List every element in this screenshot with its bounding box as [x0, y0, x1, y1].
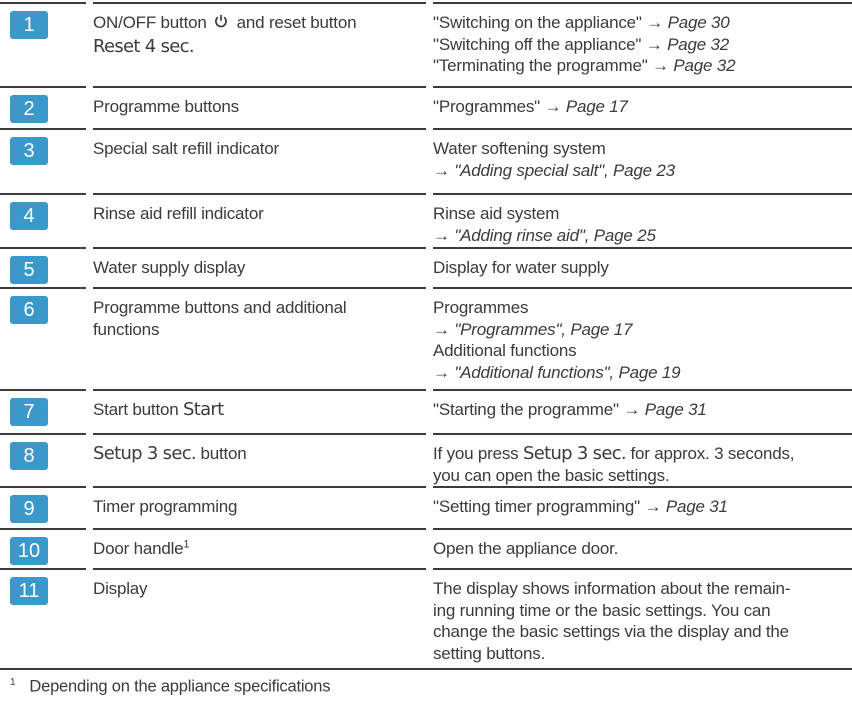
text-line [433, 600, 850, 622]
text-segment: "Additional functions", Page 19 [454, 362, 681, 382]
text-segment: Additional functions [433, 341, 577, 360]
table-row [0, 528, 852, 568]
text-segment: Display [93, 579, 148, 598]
item-number-cell [0, 528, 86, 568]
text-line [433, 96, 850, 118]
text-line [433, 643, 850, 665]
text-segment: → [433, 160, 455, 180]
text-line [433, 12, 850, 34]
text-segment: "Switching on the appliance" → [433, 13, 668, 32]
table-row [0, 86, 852, 128]
button-label-text: Setup 3 sec. [523, 443, 626, 464]
item-number-cell [0, 193, 86, 247]
reference-text [433, 528, 852, 568]
item-description [93, 568, 426, 668]
text-line [433, 34, 850, 56]
text-segment: Timer programming [93, 497, 238, 516]
text-segment: "Switching off the appliance" → [433, 34, 668, 54]
reference-text [433, 389, 852, 433]
item-description [93, 486, 426, 528]
manual-key-table [0, 2, 852, 668]
footnote-text: Depending on the appliance specifications [29, 677, 331, 696]
button-label-text: Setup 3 sec. [93, 443, 196, 464]
reference-text [433, 287, 852, 389]
text-line [433, 538, 850, 560]
item-number-badge: 6 [10, 296, 48, 324]
item-number-cell [0, 389, 86, 433]
item-description [93, 528, 426, 568]
text-line [93, 538, 426, 560]
text-line [93, 96, 426, 118]
text-line [433, 203, 850, 225]
text-segment: "Starting the programme" → [433, 400, 645, 419]
text-segment: "Adding special salt", Page 23 [454, 160, 675, 180]
text-segment: Programmes [433, 298, 529, 317]
text-segment: Water softening system [433, 139, 606, 158]
text-line [433, 160, 850, 182]
table-row [0, 287, 852, 389]
text-segment: "Setting timer programming" → [433, 497, 666, 516]
table-row [0, 193, 852, 247]
text-segment: Page 30 [667, 13, 730, 32]
item-description [93, 247, 426, 287]
item-number-cell [0, 128, 86, 193]
item-number-badge: 5 [10, 256, 48, 284]
text-line [433, 496, 850, 518]
text-line [93, 36, 426, 58]
text-line [433, 297, 850, 319]
text-line [93, 12, 426, 36]
text-line [433, 578, 850, 600]
text-line [93, 496, 426, 518]
text-segment: Rinse aid refill indicator [93, 204, 264, 223]
text-segment: Open the appliance door. [433, 539, 619, 558]
text-line [433, 399, 850, 421]
footnote-marker: 1 [10, 677, 16, 688]
text-segment: Page 17 [565, 97, 628, 116]
reference-text [433, 193, 852, 247]
item-number-badge: 1 [10, 11, 48, 39]
text-line [93, 319, 426, 341]
item-number-cell [0, 568, 86, 668]
table-row [0, 2, 852, 86]
text-segment: → [433, 225, 455, 245]
text-segment: The display shows information about the remain- [433, 579, 791, 598]
text-segment: Programme buttons [93, 97, 239, 116]
text-segment: Display for water supply [433, 258, 609, 277]
text-segment: ON/OFF button [93, 13, 212, 32]
text-segment: Page 31 [665, 497, 728, 516]
text-segment: "Adding rinse aid", Page 25 [454, 225, 656, 245]
button-label-text: Reset 4 sec. [93, 35, 194, 57]
reference-text [433, 486, 852, 528]
reference-text [433, 2, 852, 86]
table-row [0, 128, 852, 193]
text-segment: and reset button [232, 13, 357, 32]
text-line [433, 319, 850, 341]
footnote [0, 670, 852, 697]
item-number-badge: 8 [10, 442, 48, 470]
text-segment: Start button [93, 400, 184, 419]
text-segment: ing running time or the basic settings. You can [433, 600, 771, 620]
item-number-badge: 4 [10, 202, 48, 230]
text-line [93, 257, 426, 279]
item-description [93, 86, 426, 128]
text-line [433, 138, 850, 160]
item-description [93, 433, 426, 486]
item-description [93, 193, 426, 247]
text-line [93, 443, 426, 465]
item-number-cell [0, 486, 86, 528]
item-number-badge: 9 [10, 495, 48, 523]
item-description [93, 389, 426, 433]
text-line [93, 399, 426, 421]
table-row [0, 486, 852, 528]
text-line [93, 297, 426, 319]
text-segment: functions [93, 319, 160, 339]
item-number-cell [0, 433, 86, 486]
text-segment: Rinse aid system [433, 204, 560, 223]
text-line [433, 225, 850, 247]
item-number-badge: 2 [10, 95, 48, 123]
text-line [433, 362, 850, 384]
text-line [433, 443, 850, 465]
table-row [0, 568, 852, 668]
text-line [433, 55, 850, 77]
text-line [433, 340, 850, 362]
item-number-badge: 7 [10, 398, 48, 426]
text-segment: Water supply display [93, 258, 246, 277]
reference-text [433, 433, 852, 486]
item-description [93, 128, 426, 193]
text-segment: button [195, 444, 247, 463]
text-line [93, 138, 426, 160]
button-label-text: Start [183, 399, 224, 420]
item-number-cell [0, 86, 86, 128]
text-segment: 1 [183, 538, 190, 551]
item-number-badge: 3 [10, 137, 48, 165]
item-number-cell [0, 247, 86, 287]
text-segment: Door handle [93, 539, 184, 558]
table-row [0, 433, 852, 486]
text-segment: for approx. 3 seconds, [625, 444, 795, 463]
text-line [433, 257, 850, 279]
text-segment: Page 31 [644, 400, 707, 419]
text-segment: Programme buttons and additional [93, 298, 347, 317]
text-line [433, 465, 850, 487]
item-number-badge: 11 [10, 577, 48, 605]
item-description [93, 2, 426, 86]
text-segment: setting buttons. [433, 643, 546, 663]
text-segment: change the basic settings via the display and the [433, 622, 789, 641]
text-segment: Special salt refill indicator [93, 139, 280, 158]
text-segment: "Terminating the programme" → [433, 56, 674, 75]
text-line [433, 621, 850, 643]
reference-text [433, 247, 852, 287]
reference-text [433, 86, 852, 128]
text-segment: "Programmes" → [433, 97, 566, 116]
power-icon [213, 13, 229, 36]
table-row [0, 247, 852, 287]
item-description [93, 287, 426, 389]
text-line [93, 578, 426, 600]
text-segment: → [433, 362, 455, 382]
reference-text [433, 568, 852, 668]
text-segment: you can open the basic settings. [433, 465, 670, 485]
item-number-badge: 10 [10, 537, 48, 565]
text-segment: If you press [433, 444, 523, 463]
item-number-cell [0, 2, 86, 86]
text-segment: Page 32 [673, 56, 736, 75]
table-row [0, 389, 852, 433]
text-segment: "Programmes", Page 17 [454, 319, 633, 339]
text-line [93, 203, 426, 225]
text-segment: Page 32 [667, 34, 729, 54]
reference-text [433, 128, 852, 193]
text-segment: → [433, 319, 455, 339]
item-number-cell [0, 287, 86, 389]
